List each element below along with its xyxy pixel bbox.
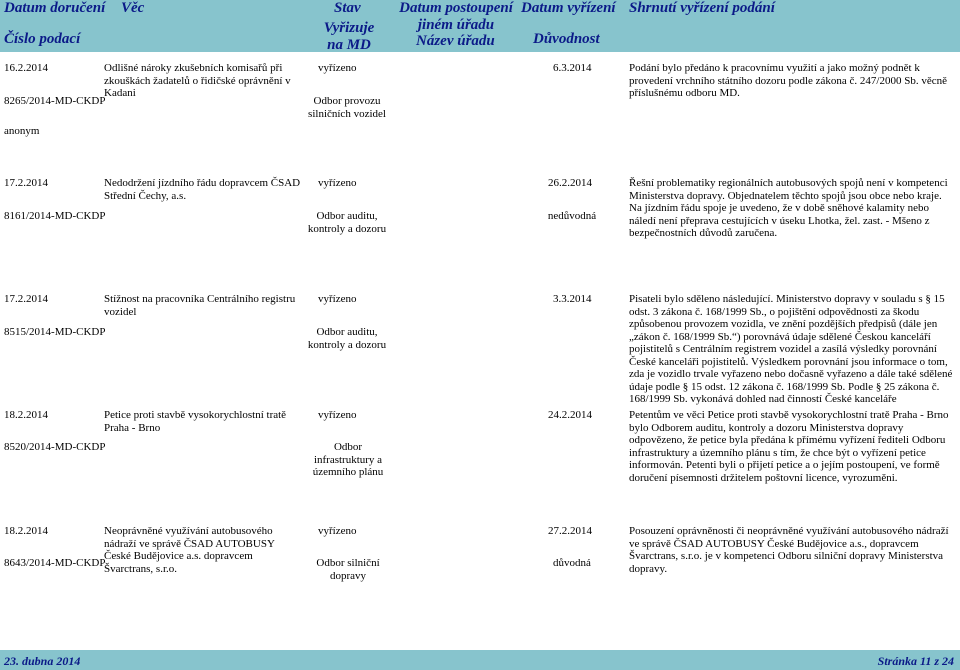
col-header-stav: Stav (334, 0, 361, 16)
row-vec: Stížnost na pracovníka Centrálního registru vozidel (104, 293, 296, 318)
row-vec: Neoprávněné využívání autobusového nádraží ve správě ČSAD AUTOBUSY České Budějovice a.s. dopravcem Švarctrans, s.r.o. (104, 525, 275, 575)
row-datum-vyrizeni: 26.2.2014 (548, 177, 592, 189)
col-header-shrnuti: Shrnutí vyřízení podání (629, 0, 775, 16)
row-vyrizuje: Odbor silniční dopravy (316, 557, 380, 582)
col-header-datum-vyrizeni: Datum vyřízení (521, 0, 616, 16)
row-datum: 18.2.2014 (4, 409, 48, 421)
row-duvodnost: nedůvodná (547, 210, 597, 222)
row-stav: vyřízeno (318, 177, 357, 189)
row-duvodnost: důvodná (553, 557, 591, 569)
row-datum-vyrizeni: 24.2.2014 (548, 409, 592, 421)
row-datum-vyrizeni: 3.3.2014 (553, 293, 592, 305)
row-shrnuti: Podání bylo předáno k pracovnímu využití a jako možný podnět k provedení vrchního státního dozoru podle zákona č. 247/2000 Sb. věcně příslušnému odboru MD. (629, 62, 948, 99)
row-vec: Odlišné nároky zkušebních komisařů při zkouškách žadatelů o řidičské oprávnění v Kadani (104, 62, 291, 99)
row-vyrizuje: Odbor auditu, kontroly a dozoru (307, 326, 387, 351)
row-cislo: 8520/2014-MD-CKDP (4, 441, 106, 453)
row-datum: 18.2.2014 (4, 525, 48, 537)
col-header-vyrizuje: Vyřizuje na MD (323, 20, 375, 53)
footer-band (0, 650, 960, 670)
row-shrnuti: Posouzení oprávněnosti či neoprávněné využívání autobusového nádraží ve správě ČSAD AUTOBUSY České Budějovice a.s., dopravcem Švarctrans, s.r.o. je v kompetenci Odboru silniční dopravy Ministerstva dopravy. (629, 525, 949, 575)
row-cislo: 8515/2014-MD-CKDP (4, 326, 106, 338)
col-header-datum-postoupeni: Datum postoupení jiném úřadu (399, 0, 513, 33)
row-stav: vyřízeno (318, 62, 357, 74)
row-vyrizuje: Odbor infrastruktury a územního plánu (312, 441, 384, 478)
row-datum-vyrizeni: 27.2.2014 (548, 525, 592, 537)
col-header-nazev-uradu: Název úřadu (416, 33, 495, 49)
col-header-duvodnost: Důvodnost (533, 31, 600, 47)
row-datum: 17.2.2014 (4, 293, 48, 305)
row-shrnuti: Petentům ve věci Petice proti stavbě vysokorychlostní tratě Praha - Brno bylo Odborem auditu, kontroly a dozoru Ministerstva dopravy odpovězeno, že petice byla předána k přímému vyřízení řediteli Odboru infrastruktury a územního plánu s tím, že chce být o vyřízení petice informován. Petenti byli o přijetí petice a o jejím postoupení, ve formě doručení písemnosti držitelem poštovní licence, vyrozuměni. (629, 409, 949, 484)
row-stav: vyřízeno (318, 293, 357, 305)
row-stav: vyřízeno (318, 409, 357, 421)
row-datum: 16.2.2014 (4, 62, 48, 74)
row-vec: Petice proti stavbě vysokorychlostní tratě Praha - Brno (104, 409, 287, 434)
row-stav: vyřízeno (318, 525, 357, 537)
col-header-datum-doruceni: Datum doručení (4, 0, 106, 16)
col-header-cislo-podaci: Číslo podací (4, 31, 81, 47)
row-datum: 17.2.2014 (4, 177, 48, 189)
row-podatel: anonym (4, 125, 40, 137)
footer-date: 23. dubna 2014 (4, 654, 81, 668)
row-vyrizuje: Odbor auditu, kontroly a dozoru (307, 210, 387, 235)
col-header-vec: Věc (121, 0, 145, 16)
footer-page-number: Stránka 11 z 24 (877, 654, 954, 668)
row-shrnuti: Pisateli bylo sděleno následující. Ministerstvo dopravy v souladu s § 15 odst. 3 zákona č. 168/1999 Sb., o pojištění odpovědnosti za škodu způsobenou provozem vozidla, ve znění pozdějších předpisů (dále jen „zákon č. 168/1999 Sb.“) porovnává údaje sdělené Českou kanceláří pojistitelů s Centrálním registrem vozidel a zasílá výsledky porovnání České kanceláři pojistitelů. Výsledkem porovnání jsou informace o tom, zda je vozidlo trvale vyřazeno nebo dočasně vyřazeno a dále také sdělené údaje podle § 15 odst. 12 zákona č. 168/1999 Sb. Podle § 25 zákona č. 168/1999 Sb. vykonává dohled nad činností České kanceláře (629, 293, 953, 405)
row-datum-postoupeni: 6.3.2014 (553, 62, 592, 74)
row-cislo: 8643/2014-MD-CKDP (4, 557, 106, 569)
row-cislo: 8161/2014-MD-CKDP (4, 210, 106, 222)
row-vyrizuje: Odbor provozu silničních vozidel (308, 95, 386, 120)
row-shrnuti: Řešní problematiky regionálních autobusových spojů není v kompetenci Ministerstva dopravy. Objednatelem těchto spojů jsou obce nebo kraje. Na jízdním řádu spoje je uvedeno, že v době sněhové kalamity nebo náledí není přeprava cestujících v úseku Lhotka, žel. zast. - Mšeno z bezpečnostních důvodů zaručena. (629, 177, 948, 239)
row-cislo: 8265/2014-MD-CKDP (4, 95, 106, 107)
row-vec: Nedodržení jízdního řádu dopravcem ČSAD Střední Čechy, a.s. (104, 177, 301, 202)
